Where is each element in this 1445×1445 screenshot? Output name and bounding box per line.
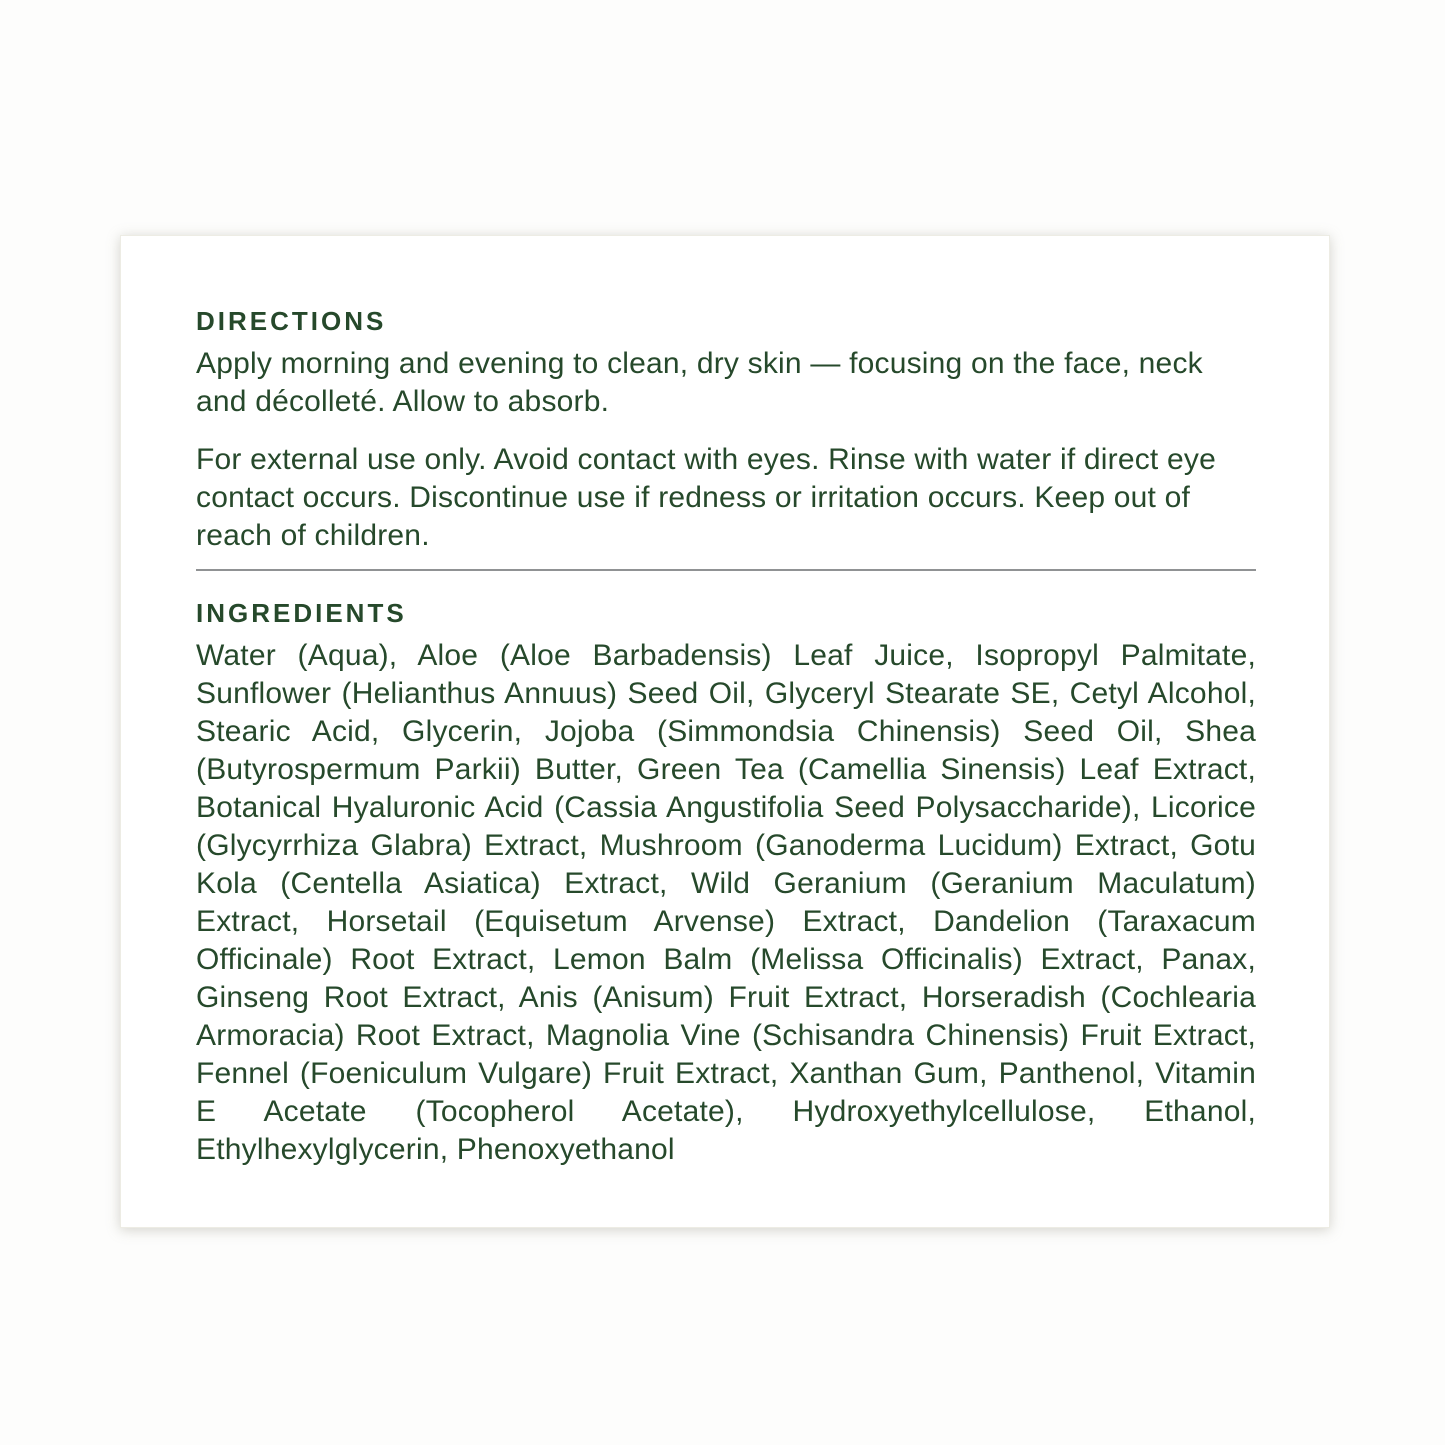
- ingredients-list: Water (Aqua), Aloe (Aloe Barbadensis) Leaf Juice, Isopropyl Palmitate, Sunflower (Helianthus Annuus) Seed Oil, Glyceryl Stearate SE, Cetyl Alcohol, Stearic Acid, Glycerin, Jojoba (Simmondsia Chinensis) Seed Oil, Shea (Butyrospermum Parkii) Butter, Green Tea (Camellia Sinensis) Leaf Extract, Botanical Hyaluronic Acid (Cassia Angustifolia Seed Polysaccharide), Licorice (Glycyrrhiza Glabra) Extract, Mushroom (Ganoderma Lucidum) Extract, Gotu Kola (Centella Asiatica) Extract, Wild Geranium (Geranium Maculatum) Extract, Horsetail (Equisetum Arvense) Extract, Dandelion (Taraxacum Officinale) Root Extract, Lemon Balm (Melissa Officinalis) Extract, Panax, Ginseng Root Extract, Anis (Anisum) Fruit Extract, Horseradish (Cochlearia Armoracia) Root Extract, Magnolia Vine (Schisandra Chinensis) Fruit Extract, Fennel (Foeniculum Vulgare) Fruit Extract, Xanthan Gum, Panthenol, Vitamin E Acetate (Tocopherol Acetate), Hydroxyethylcellulose, Ethanol, Ethylhexylglycerin, Phenoxyethanol: [196, 639, 1256, 1166]
- directions-heading: DIRECTIONS: [196, 306, 387, 336]
- directions-section: [196, 306, 1256, 555]
- ingredients-heading: INGREDIENTS: [196, 598, 407, 628]
- label-content: [121, 236, 1329, 1169]
- product-label-card: [120, 235, 1330, 1228]
- directions-warning-paragraph: For external use only. Avoid contact with eyes. Rinse with water if direct eye contact occurs. Discontinue use if redness or irritation occurs. Keep out of reach of children.: [196, 443, 1216, 552]
- section-divider: [196, 569, 1256, 571]
- directions-usage-paragraph: Apply morning and evening to clean, dry skin — focusing on the face, neck and décolleté. Allow to absorb.: [196, 347, 1203, 418]
- ingredients-section: [196, 598, 1256, 1169]
